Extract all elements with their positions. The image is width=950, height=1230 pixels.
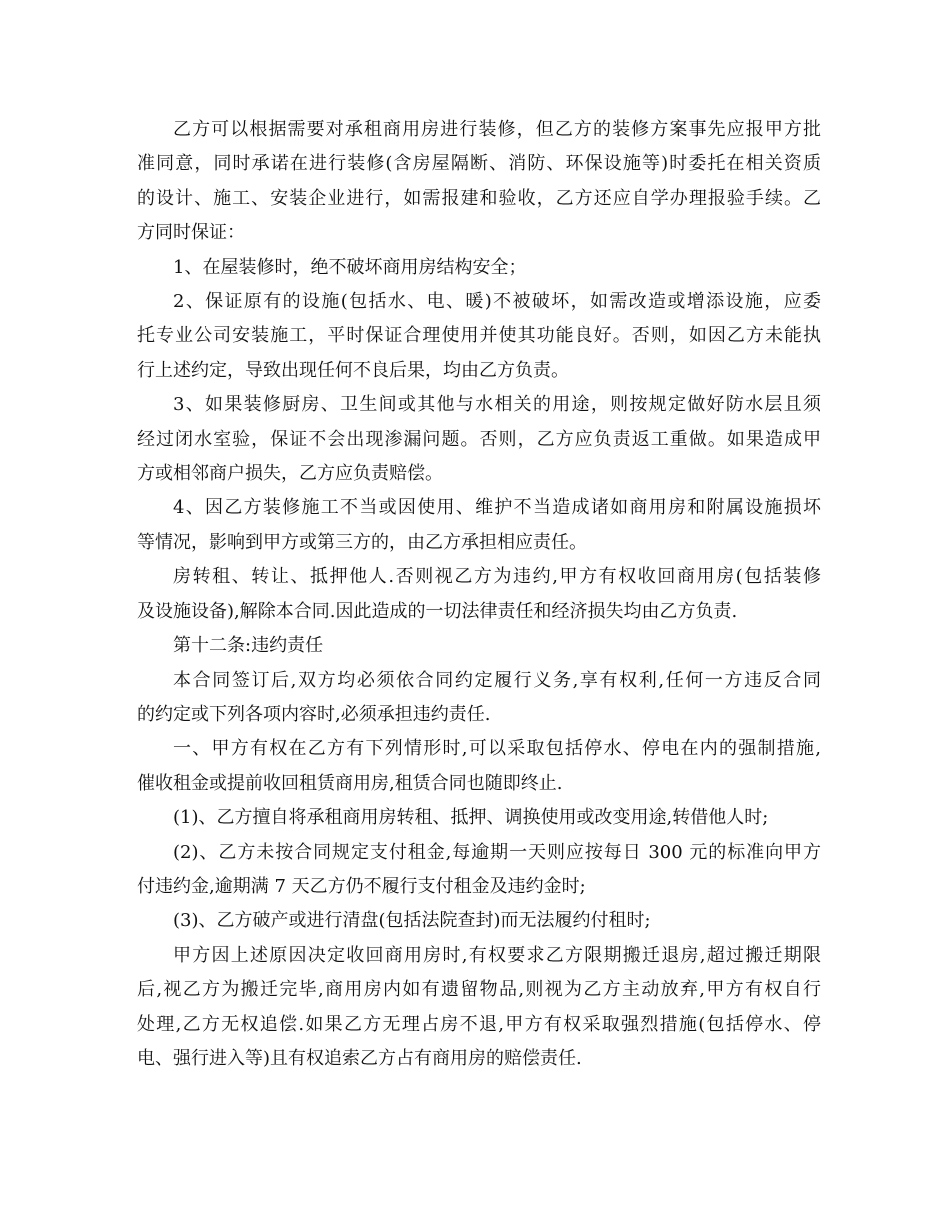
paragraph-breach-general bbox=[137, 664, 821, 733]
paragraph-item-3 bbox=[137, 388, 821, 491]
text-line: 本合同签订后,双方均必须依合同约定履行义务,享有权利,任何一方违反合同 bbox=[173, 669, 821, 691]
paragraph-landlord-rights bbox=[137, 732, 821, 801]
text-line: 一、甲方有权在乙方有下列情形时,可以采取包括停水、停电在内的强制措施, bbox=[173, 738, 821, 760]
text-line: 后,视乙方为搬迁完毕,商用房内如有遗留物品,则视为乙方主动放弃,甲方有权自行 bbox=[137, 979, 821, 1001]
text-line: 第十二条:违约责任 bbox=[173, 635, 324, 657]
text-line: 处理,乙方无权追偿.如果乙方无理占房不退,甲方有权采取强烈措施(包括停水、停 bbox=[137, 1013, 821, 1035]
text-line: 电、强行进入等)且有权追索乙方占有商用房的赔偿责任. bbox=[137, 1047, 582, 1069]
text-line: 3、如果装修厨房、卫生间或其他与水相关的用途，则按规定做好防水层且须 bbox=[173, 394, 821, 416]
section-heading-article-12 bbox=[137, 629, 821, 663]
contract-body bbox=[137, 113, 821, 1076]
text-line: 乙方可以根据需要对承租商用房进行装修，但乙方的装修方案事先应报甲方批 bbox=[173, 119, 821, 140]
paragraph-renovation-intro bbox=[137, 113, 821, 251]
text-line: 房转租、转让、抵押他人.否则视乙方为违约,甲方有权收回商用房(包括装修 bbox=[173, 566, 821, 588]
paragraph-item-1 bbox=[137, 251, 821, 285]
text-line: (1)、乙方擅自将承租商用房转租、抵押、调换使用或改变用途,转借他人时; bbox=[173, 807, 769, 829]
text-line: 的约定或下列各项内容时,必须承担违约责任. bbox=[137, 703, 491, 725]
text-line: 托专业公司安装施工，平时保证合理使用并使其功能良好。否则，如因乙方未能执 bbox=[137, 325, 821, 347]
text-line: 催收租金或提前收回租赁商用房,租赁合同也随即终止. bbox=[137, 772, 563, 794]
text-line: 2、保证原有的设施(包括水、电、暖)不被破坏，如需改造或增添设施，应委 bbox=[173, 291, 821, 313]
text-line: 及设施设备),解除本合同.因此造成的一切法律责任和经济损失均由乙方负责. bbox=[137, 600, 738, 622]
text-line: 方同时保证： bbox=[137, 222, 245, 244]
paragraph-repossession bbox=[137, 939, 821, 1077]
text-line: 等情况，影响到甲方或第三方的，由乙方承担相应责任。 bbox=[137, 531, 587, 553]
text-line: 的设计、施工、安装企业进行，如需报建和验收，乙方还应自学办理报验手续。乙 bbox=[137, 187, 821, 209]
text-line: 经过闭水室验，保证不会出现渗漏问题。否则，乙方应负责返工重做。如果造成甲 bbox=[137, 428, 821, 450]
paragraph-item-2 bbox=[137, 285, 821, 388]
text-line: 准同意，同时承诺在进行装修(含房屋隔断、消防、环保设施等)时委托在相关资质 bbox=[137, 153, 821, 175]
text-line: 方或相邻商户损失，乙方应负责赔偿。 bbox=[137, 463, 443, 485]
text-line: 1、在屋装修时，绝不破坏商用房结构安全； bbox=[173, 256, 527, 278]
paragraph-sublease bbox=[137, 560, 821, 629]
paragraph-case-2 bbox=[137, 836, 821, 905]
text-line: (2)、乙方未按合同规定支付租金,每逾期一天则应按每日 300 元的标准向甲方 bbox=[173, 841, 821, 863]
text-line: (3)、乙方破产或进行清盘(包括法院查封)而无法履约付租时; bbox=[173, 910, 651, 932]
text-line: 4、因乙方装修施工不当或因使用、维护不当造成诸如商用房和附属设施损坏 bbox=[173, 497, 821, 519]
paragraph-case-1 bbox=[137, 801, 821, 835]
text-line: 甲方因上述原因决定收回商用房时,有权要求乙方限期搬迁退房,超过搬迁期限 bbox=[173, 944, 821, 966]
paragraph-case-3 bbox=[137, 904, 821, 938]
paragraph-item-4 bbox=[137, 491, 821, 560]
text-line: 行上述约定，导致出现任何不良后果，均由乙方负责。 bbox=[137, 359, 569, 381]
text-line: 付违约金,逾期满 7 天乙方仍不履行支付租金及违约金时; bbox=[137, 875, 586, 897]
